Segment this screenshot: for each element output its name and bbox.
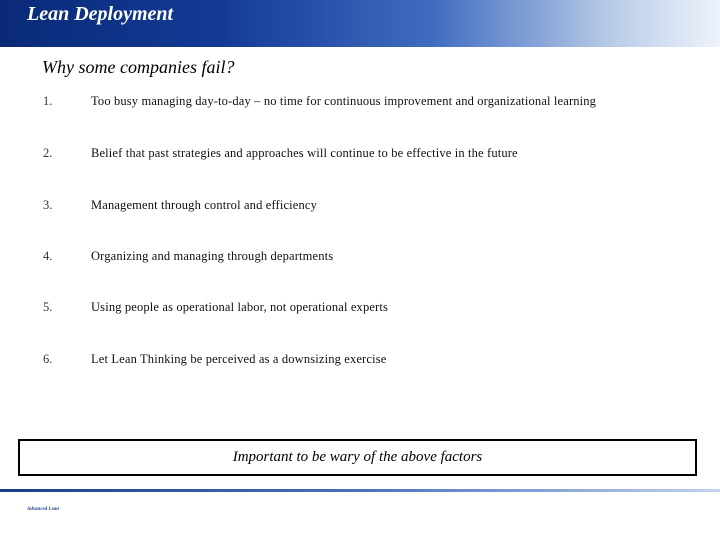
footer-divider	[0, 489, 720, 492]
item-number: 2.	[43, 146, 53, 160]
item-text: Management through control and efficiency	[91, 198, 317, 212]
item-number: 5.	[43, 300, 53, 314]
callout-text: Important to be wary of the above factors	[232, 449, 483, 465]
item-number: 1.	[43, 94, 53, 108]
item-number: 6.	[43, 352, 53, 366]
item-text: Let Lean Thinking be perceived as a downsizing exercise	[91, 352, 387, 366]
list-item	[0, 143, 720, 163]
list-item	[0, 246, 720, 266]
item-text: Organizing and managing through departments	[91, 249, 334, 263]
item-number: 4.	[43, 249, 53, 263]
list-item	[0, 91, 720, 111]
item-text: Using people as operational labor, not operational experts	[91, 300, 388, 314]
list-item	[0, 195, 720, 215]
callout-box	[18, 439, 697, 476]
item-text: Too busy managing day-to-day – no time for continuous improvement and organizational learning	[91, 94, 597, 108]
list-item	[0, 297, 720, 317]
list-item	[0, 349, 720, 369]
item-text: Belief that past strategies and approaches will continue to be effective in the future	[91, 146, 518, 160]
footer-label: Advanced Lean	[27, 507, 60, 512]
slide-subtitle: Why some companies fail?	[42, 57, 235, 77]
item-number: 3.	[43, 198, 53, 212]
slide-title: Lean Deployment	[27, 3, 174, 25]
